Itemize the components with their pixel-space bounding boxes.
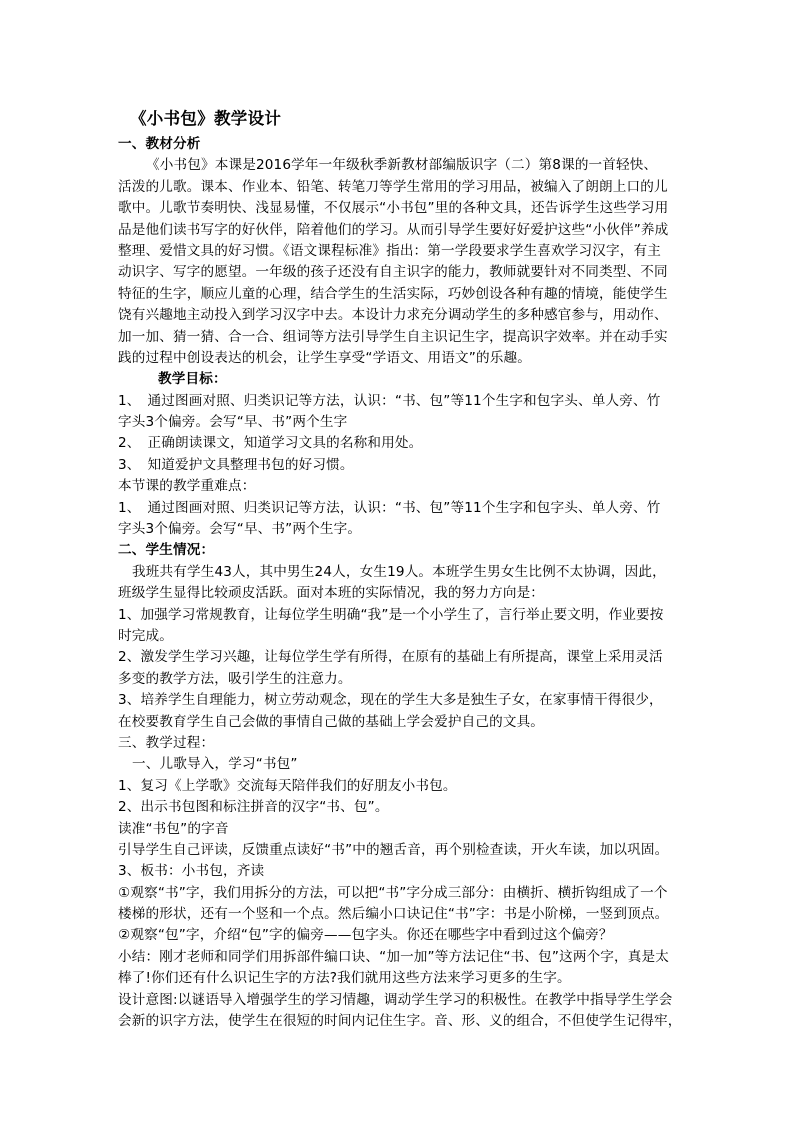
text-line: 特征的生字，顺应儿童的心理，结合学生的生活实际，巧妙创设各种有趣的情境，能使学生 xyxy=(118,285,668,302)
text-line: 设计意图:以谜语导入增强学生的学习情趣，调动学生学习的积极性。在教学中指导学生学会 xyxy=(118,991,673,1008)
text-line: 多变的教学方法，吸引学生的注意力。 xyxy=(118,670,352,687)
text-line: 1、 通过图画对照、归类识记等方法，认识：“书、包”等11个生字和包字头、单人旁、竹 xyxy=(118,392,661,409)
text-line: 一、教材分析 xyxy=(118,136,201,152)
text-line: 读准“书包”的字音 xyxy=(118,820,229,837)
text-line: 3、 知道爱护文具整理书包的好习惯。 xyxy=(118,456,354,473)
text-line: 班级学生显得比较顽皮活跃。面对本班的实际情况，我的努力方向是： xyxy=(118,585,545,602)
text-line: 小结：刚才老师和同学们用拆部件编口诀、“加一加”等方法记住“书、包”这两个字，真是太 xyxy=(118,948,670,965)
text-line: 2、 正确朗读课文，知道学习文具的名称和用处。 xyxy=(118,435,423,452)
text-line: ①观察“书”字，我们用拆分的方法，可以把“书”字分成三部分：由横折、横折钩组成了一个 xyxy=(118,884,668,901)
text-line: 教学目标： xyxy=(158,371,227,388)
text-line: 本节课的教学重难点： xyxy=(118,478,256,495)
document-page xyxy=(118,106,682,1032)
text-line: 1、复习《上学歌》交流每天陪伴我们的好朋友小书包。 xyxy=(118,777,457,794)
text-line: 我班共有学生43人，其中男生24人，女生19人。本班学生男女生比例不太协调，因此， xyxy=(132,563,666,580)
text-line: 三、教学过程： xyxy=(118,734,215,751)
document-title: 《小书包》教学设计 xyxy=(130,109,282,128)
text-line: 字头3个偏旁。会写“早、书”两个生字。 xyxy=(118,521,362,538)
text-line: 3、培养学生自理能力，树立劳动观念，现在的学生大多是独生子女，在家事情干得很少， xyxy=(118,692,663,709)
text-line: 活泼的儿歌。课本、作业本、铅笔、转笔刀等学生常用的学习用品，被编入了朗朗上口的儿 xyxy=(118,178,668,195)
text-line: 《小书包》本课是2016学年一年级秋季新教材部编版识字（二）第8课的一首轻快、 xyxy=(146,157,658,174)
text-line: 1、加强学习常规教育，让每位学生明确“我”是一个小学生了，言行举止要文明，作业要按 xyxy=(118,606,664,623)
text-line: 字头3个偏旁。会写“早、书”两个生字 xyxy=(118,414,348,431)
text-line: 棒了!你们还有什么识记生字的方法?我们就用这些方法来学习更多的生字。 xyxy=(118,970,571,987)
text-line: 加一加、猜一猜、合一合、组词等方法引导学生自主识记生字，提高识字效率。并在动手实 xyxy=(118,328,668,345)
text-line: 3、板书：小书包，齐读 xyxy=(118,863,265,880)
text-line: 2、激发学生学习兴趣，让每位学生学有所得，在原有的基础上有所提高，课堂上采用灵活 xyxy=(118,649,663,666)
text-line: 引导学生自己评读，反馈重点读好“书”中的翘舌音，再个别检查读，开火车读，加以巩固。 xyxy=(118,841,669,858)
text-line: 整理、爱惜文具的好习惯。《语文课程标准》指出：第一学段要求学生喜欢学习汉字，有主 xyxy=(118,242,661,259)
text-line: ②观察“包”字，介绍“包”字的偏旁——包字头。你还在哪些字中看到过这个偏旁？ xyxy=(118,927,613,944)
text-line: 二、学生情况： xyxy=(118,542,215,559)
text-line: 动识字、写字的愿望。一年级的孩子还没有自主识字的能力，教师就要针对不同类型、不同 xyxy=(118,264,668,281)
text-line: 一、儿歌导入，学习“书包” xyxy=(132,756,298,773)
text-line: 楼梯的形状，还有一个竖和一个点。然后编小口诀记住“书”字：书是小阶梯，一竖到顶点。 xyxy=(118,906,669,923)
text-line: 在校要教育学生自己会做的事情自己做的基础上学会爱护自己的文具。 xyxy=(118,713,545,730)
text-line: 饶有兴趣地主动投入到学习汉字中去。本设计力求充分调动学生的多种感官参与，用动作、 xyxy=(118,307,668,324)
text-line: 品是他们读书写字的好伙伴，陪着他们的学习。从而引导学生要好好爱护这些“小伙伴”养成 xyxy=(118,221,669,238)
text-line: 时完成。 xyxy=(118,627,173,644)
document-body xyxy=(118,134,682,1032)
text-line: 2、出示书包图和标注拼音的汉字“书、包”。 xyxy=(118,799,389,816)
text-line: 歌中。儿歌节奏明快、浅显易懂，不仅展示“小书包”里的各种文具，还告诉学生这些学习用 xyxy=(118,200,669,217)
text-line: 1、 通过图画对照、归类识记等方法，认识：“书、包”等11个生字和包字头、单人旁、竹 xyxy=(118,499,661,516)
text-line: 践的过程中创设表达的机会，让学生享受“学语文、用语文”的乐趣。 xyxy=(118,349,531,366)
text-line: 会新的识字方法，使学生在很短的时间内记住生字。音、形、义的组合，不但使学生记得牢， xyxy=(118,1013,682,1030)
